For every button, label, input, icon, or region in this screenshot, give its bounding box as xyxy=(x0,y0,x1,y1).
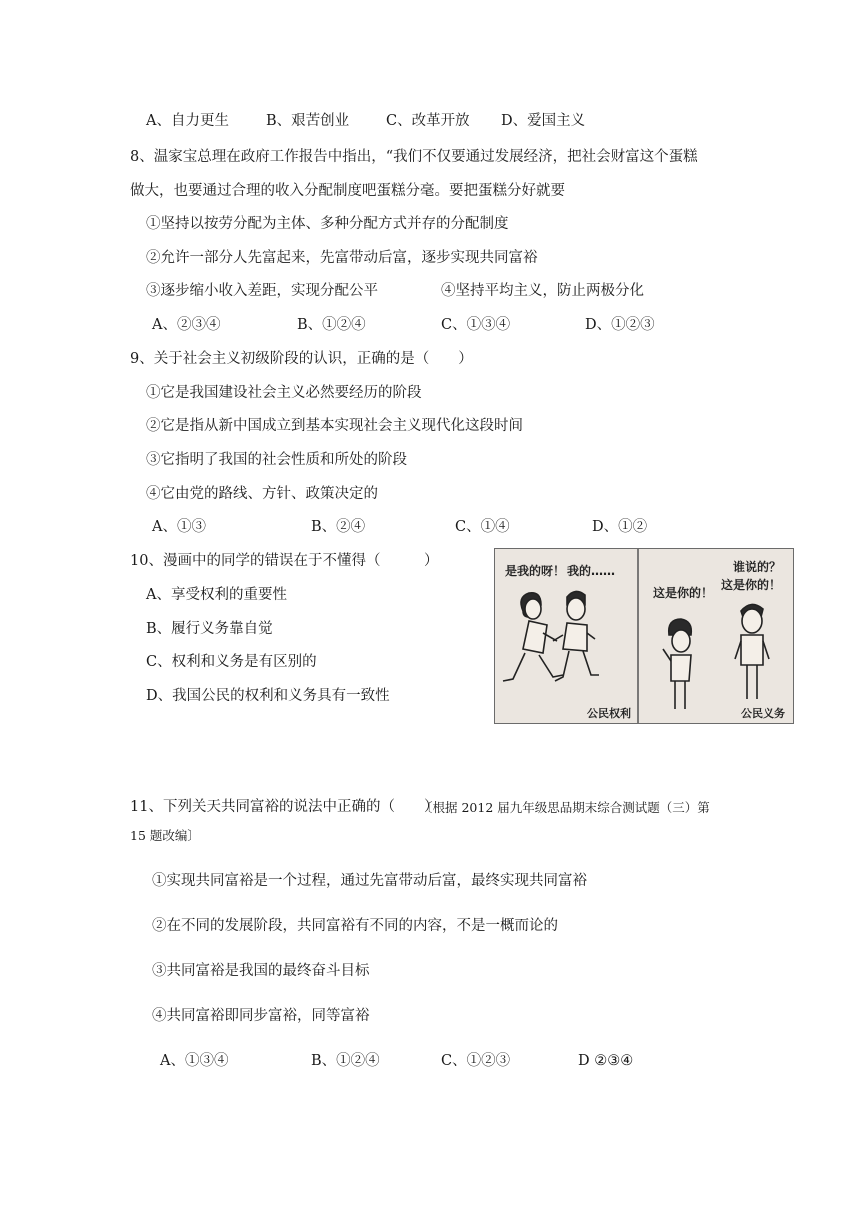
q9-option-d: D、①② xyxy=(592,519,648,535)
q8-item-2: ②允许一部分人先富起来，先富带动后富，逐步实现共同富裕 xyxy=(146,250,538,266)
q11-item-2: ②在不同的发展阶段，共同富裕有不同的内容，不是一概而论的 xyxy=(152,918,558,934)
panel2-caption: 公民义务 xyxy=(741,707,785,720)
q8-stem-line2: 做大，也要通过合理的收入分配制度吧蛋糕分毫。要把蛋糕分好就要 xyxy=(130,183,565,199)
q11-item-3: ③共同富裕是我国的最终奋斗目标 xyxy=(152,963,370,979)
q9-option-b: B、②④ xyxy=(311,519,366,535)
q9-option-c: C、①④ xyxy=(455,519,510,535)
q8-item-3: ③逐步缩小收入差距，实现分配公平 xyxy=(146,283,378,299)
q10-option-b: B、履行义务靠自觉 xyxy=(146,621,273,637)
panel1-bubble-b: 我的…… xyxy=(567,564,616,578)
q9-item-3: ③它指明了我国的社会性质和所处的阶段 xyxy=(146,452,407,468)
q8-option-c: C、①③④ xyxy=(441,317,511,333)
q7-option-d: D、爱国主义 xyxy=(501,113,586,129)
q11-source-line2: 15 题改编〕 xyxy=(130,828,200,843)
q10-option-d: D、我国公民的权利和义务具有一致性 xyxy=(146,688,390,704)
q8-option-a: A、②③④ xyxy=(152,317,221,333)
q11-source-line1: 〔根据 2012 届九年级思品期末综合测试题（三）第 xyxy=(420,800,710,815)
q11-option-b: B、①②④ xyxy=(311,1053,380,1069)
q9-option-a: A、①③ xyxy=(152,519,206,535)
q7-option-c: C、改革开放 xyxy=(386,113,470,129)
panel2-bubble-a: 这是你的！ xyxy=(653,586,714,600)
q7-option-a: A、自力更生 xyxy=(146,113,229,129)
q11-item-1: ①实现共同富裕是一个过程，通过先富带动后富，最终实现共同富裕 xyxy=(152,873,587,889)
q10-stem: 10、漫画中的同学的错误在于不懂得（ ） xyxy=(130,553,439,569)
cartoon-drawing xyxy=(495,549,793,723)
q8-stem-line1: 8、温家宝总理在政府工作报告中指出，“我们不仅要通过发展经济，把社会财富这个蛋糕 xyxy=(130,149,698,165)
q8-option-d: D、①②③ xyxy=(585,317,655,333)
q11-option-d: D ②③④ xyxy=(578,1053,634,1069)
q11-stem: 11、下列关天共同富裕的说法中正确的（ ） xyxy=(130,799,439,815)
panel1-caption: 公民权利 xyxy=(587,707,631,720)
q8-option-b: B、①②④ xyxy=(297,317,366,333)
panel2-bubble-b2: 这是你的！ xyxy=(721,578,782,592)
q9-stem: 9、关于社会主义初级阶段的认识，正确的是（ ） xyxy=(130,351,473,367)
panel2-bubble-b1: 谁说的？ xyxy=(733,560,782,574)
q10-option-a: A、享受权利的重要性 xyxy=(146,587,287,603)
q8-item-1: ①坚持以按劳分配为主体、多种分配方式并存的分配制度 xyxy=(146,216,509,232)
q11-item-4: ④共同富裕即同步富裕，同等富裕 xyxy=(152,1008,370,1024)
q7-option-b: B、艰苦创业 xyxy=(266,113,350,129)
rights-duties-cartoon xyxy=(494,548,794,724)
q11-option-c: C、①②③ xyxy=(441,1053,511,1069)
panel1-bubble-a: 是我的呀！ xyxy=(505,564,566,578)
q9-item-2: ②它是指从新中国成立到基本实现社会主义现代化这段时间 xyxy=(146,418,523,434)
q11-option-a: A、①③④ xyxy=(160,1053,229,1069)
q8-item-4: ④坚持平均主义，防止两极分化 xyxy=(441,283,644,299)
q9-item-1: ①它是我国建设社会主义必然要经历的阶段 xyxy=(146,385,422,401)
q10-option-c: C、权利和义务是有区别的 xyxy=(146,654,317,670)
q9-item-4: ④它由党的路线、方针、政策决定的 xyxy=(146,486,378,502)
